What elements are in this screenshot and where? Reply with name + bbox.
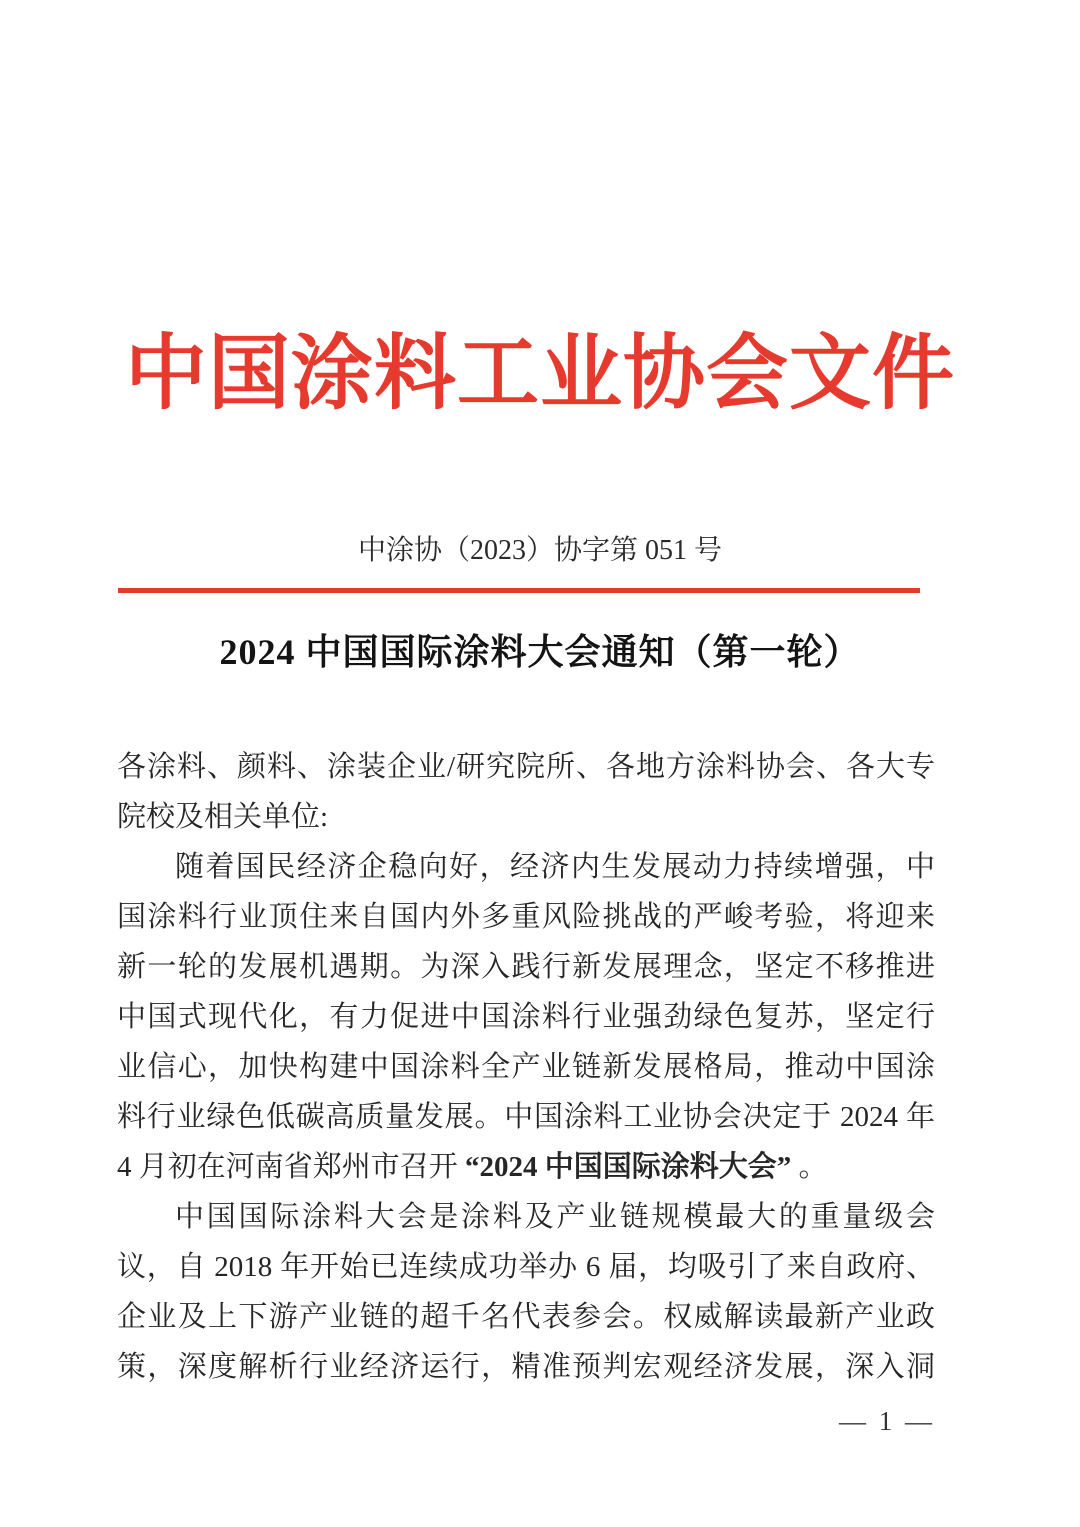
- body-line: [117, 1242, 935, 1292]
- body-text: 中国国际涂料大会是涂料及产业链规模最大的重量级会: [175, 1201, 935, 1233]
- letterhead-title: 中国涂料工业协会文件: [124, 328, 955, 419]
- body-line: [117, 1092, 935, 1142]
- page-number: — 1 —: [839, 1406, 935, 1436]
- body-text: 料行业绿色低碳高质量发展。中国涂料工业协会决定于 2024 年: [117, 1101, 935, 1133]
- body-line: [117, 1292, 935, 1342]
- body-text: 企业及上下游产业链的超千名代表参会。权威解读最新产业政: [117, 1301, 935, 1333]
- body-line: [117, 892, 935, 942]
- body-line: [117, 1142, 935, 1192]
- body-line: [117, 992, 935, 1042]
- body-text: 国涂料行业顶住来自国内外多重风险挑战的严峻考验，将迎来: [117, 901, 935, 933]
- body-text: 院校及相关单位:: [117, 801, 329, 833]
- body-text: 议，自 2018 年开始已连续成功举办 6 届，均吸引了来自政府、: [117, 1251, 935, 1283]
- body-text-bold: “2024 中国国际涂料大会”: [465, 1151, 792, 1183]
- body-line: [117, 742, 935, 792]
- body-line: [117, 792, 935, 842]
- body-line: [117, 942, 935, 992]
- body-line: [117, 1042, 935, 1092]
- red-divider-rule: [118, 588, 920, 593]
- doc-number: 中涂协（2023）协字第 051 号: [357, 535, 722, 566]
- body-text: 新一轮的发展机遇期。为深入践行新发展理念，坚定不移推进: [117, 951, 935, 983]
- body-line: [117, 842, 935, 892]
- doc-subject-title: 2024 中国国际涂料大会通知（第一轮）: [219, 632, 861, 672]
- body-line: [117, 1342, 935, 1392]
- body-text: 业信心，加快构建中国涂料全产业链新发展格局，推动中国涂: [117, 1051, 935, 1083]
- document-body: [117, 742, 935, 1392]
- body-text: 策，深度解析行业经济运行，精准预判宏观经济发展，深入洞: [117, 1351, 935, 1383]
- body-text: 4 月初在河南省郑州市召开: [117, 1151, 466, 1183]
- body-line: [117, 1192, 935, 1242]
- body-text: 随着国民经济企稳向好，经济内生发展动力持续增强，中: [175, 851, 935, 883]
- body-text: 。: [791, 1151, 828, 1183]
- body-text: 中国式现代化，有力促进中国涂料行业强劲绿色复苏，坚定行: [117, 1001, 935, 1033]
- body-text: 各涂料、颜料、涂装企业/研究院所、各地方涂料协会、各大专: [117, 751, 935, 783]
